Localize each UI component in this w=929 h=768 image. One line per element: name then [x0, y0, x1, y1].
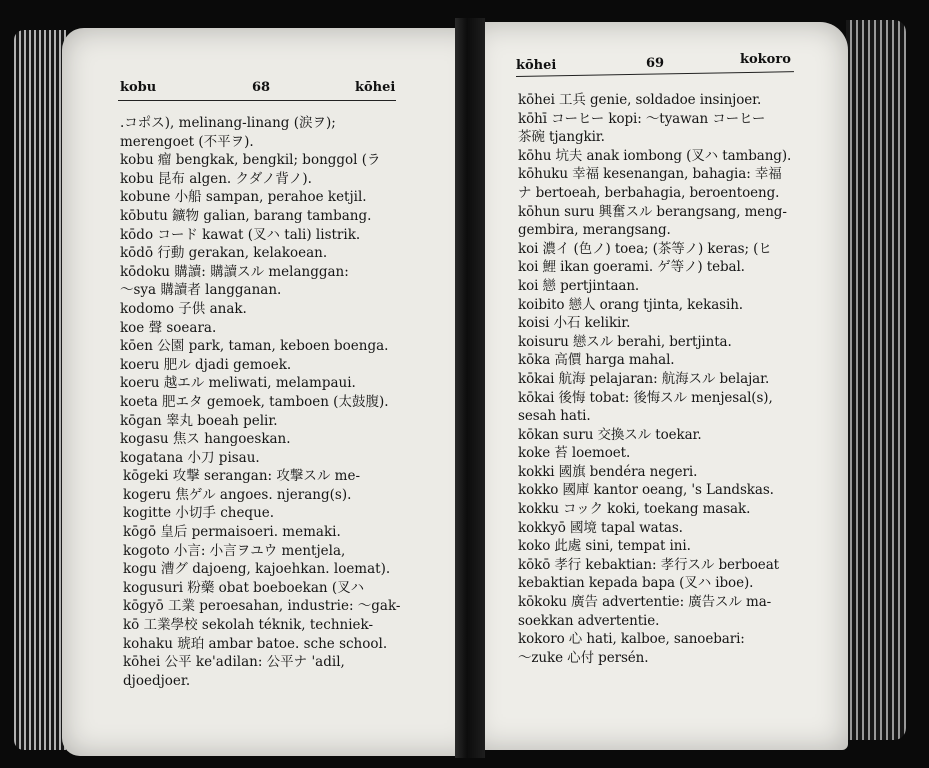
dictionary-line: kōgō 皇后 permaisoeri. memaki. — [123, 524, 341, 541]
dictionary-line: koi 戀 pertjintaan. — [518, 277, 640, 294]
dictionary-line: kogatana 小刀 pisau. — [120, 449, 260, 466]
dictionary-line: kōkō 孝行 kebaktian: 孝行スル berboeat — [518, 556, 779, 573]
dictionary-line: koisi 小石 kelikir. — [518, 315, 631, 332]
dictionary-line: koi 濃イ (色ノ) toea; (茶等ノ) keras; (ヒ — [518, 240, 772, 257]
dictionary-line: kobune 小船 sampan, perahoe ketjil. — [120, 189, 367, 206]
dictionary-line: koeta 肥エタ gemoek, tamboen (太鼓腹). — [120, 393, 389, 410]
left-header-rule — [118, 100, 396, 101]
dictionary-line: kogitte 小切手 cheque. — [123, 505, 275, 522]
dictionary-line: kogusuri 粉藥 obat boeboekan (叉ハ — [123, 579, 365, 596]
dictionary-line: gembira, merangsang. — [518, 222, 671, 239]
dictionary-line: kōdo コード kawat (叉ハ tali) listrik. — [120, 226, 361, 243]
dictionary-line: kōkai 後悔 tobat: 後悔スル menjesal(s), — [518, 389, 773, 406]
dictionary-line: soekkan advertentie. — [518, 612, 660, 629]
dictionary-line: kōhu 坑夫 anak iombong (叉ハ tambang). — [518, 147, 792, 164]
dictionary-line: kōkan suru 交換スル toekar. — [518, 426, 702, 443]
dictionary-line: djoedjoer. — [123, 672, 191, 689]
dictionary-line: kōgyō 工業 peroesahan, industrie: ～gak- — [123, 598, 401, 615]
dictionary-line: kokku コック koki, toekang masak. — [518, 501, 751, 518]
dictionary-line: kōhun suru 興奮スル berangsang, meng- — [518, 203, 787, 220]
left-header-guide-word-last: kōhei — [355, 80, 396, 95]
dictionary-line: kohaku 琥珀 ambar batoe. sche school. — [123, 635, 388, 652]
dictionary-line: 茶碗 tjangkir. — [518, 129, 605, 146]
dictionary-line: kōbutu 鑛物 galian, barang tambang. — [120, 207, 372, 224]
book-gutter — [455, 18, 485, 758]
dictionary-line: kogasu 焦ス hangoeskan. — [120, 431, 291, 448]
dictionary-line: koke 苔 loemoet. — [518, 445, 631, 462]
right-page-number: 69 — [646, 56, 665, 71]
dictionary-line: kōhuku 幸福 kesenangan, bahagia: 幸福 — [518, 166, 782, 183]
right-header-guide-word-first: kōhei — [516, 58, 557, 73]
dictionary-line: kōgan 睾丸 boeah pelir. — [120, 412, 278, 429]
dictionary-line: .コポス), melinang-linang (涙ヲ); — [120, 115, 336, 131]
dictionary-line: kōhei 工兵 genie, soldadoe insinjoer. — [518, 92, 762, 108]
dictionary-line: kobu 昆布 algen. クダノ背ノ). — [120, 170, 312, 187]
dictionary-line: merengoet (不平ヲ). — [120, 133, 254, 150]
right-header-guide-word-last: kokoro — [740, 52, 791, 67]
dictionary-line: kōka 高價 harga mahal. — [518, 352, 675, 369]
dictionary-line: koi 鯉 ikan goerami. ゲ等ノ) tebal. — [518, 259, 745, 276]
dictionary-line: ～zuke 心付 persén. — [518, 649, 649, 666]
dictionary-line: kogeru 焦ゲル angoes. njerang(s). — [123, 486, 352, 503]
dictionary-line: kōgeki 攻撃 serangan: 攻撃スル me- — [123, 468, 361, 485]
dictionary-line: koibito 戀人 orang tjinta, kekasih. — [518, 296, 743, 313]
dictionary-line: kōdoku 購讀: 購讀スル melanggan: — [120, 263, 349, 280]
dictionary-line: kebaktian kepada bapa (叉ハ iboe). — [518, 575, 754, 592]
dictionary-line: kō 工業學校 sekolah téknik, techniek- — [123, 617, 374, 634]
dictionary-line: kodomo 子供 anak. — [120, 300, 247, 317]
left-page-entries — [120, 114, 410, 690]
left-page-number: 68 — [252, 80, 271, 95]
dictionary-line: kogoto 小言: 小言ヲユウ mentjela, — [123, 542, 346, 559]
dictionary-line: koisuru 戀スル berahi, bertjinta. — [518, 333, 732, 350]
dictionary-line: ～sya 購讀者 langganan. — [120, 282, 282, 299]
dictionary-line: koko 此處 sini, tempat ini. — [518, 538, 691, 555]
right-page-edges — [846, 20, 906, 740]
dictionary-line: kokkyō 國境 tapal watas. — [518, 519, 683, 536]
dictionary-line: koeru 肥ル djadi gemoek. — [120, 356, 292, 373]
right-page-entries — [518, 91, 818, 667]
dictionary-line: kokko 國庫 kantor oeang, 's Landskas. — [518, 482, 774, 499]
dictionary-line: kōen 公園 park, taman, keboen boenga. — [120, 338, 389, 355]
dictionary-line: kōhei 公平 ke'adilan: 公平ナ 'adil, — [123, 654, 345, 671]
dictionary-line: kōdō 行動 gerakan, kelakoean. — [120, 245, 328, 262]
dictionary-line: kokoro 心 hati, kalboe, sanoebari: — [518, 631, 745, 648]
dictionary-line: ナ bertoeah, berbahagia, beroentoeng. — [518, 184, 780, 201]
dictionary-line: kobu 瘤 bengkak, bengkil; bonggol (ラ — [120, 152, 381, 169]
dictionary-line: koeru 越エル meliwati, melampaui. — [120, 375, 356, 392]
dictionary-line: sesah hati. — [518, 408, 591, 425]
dictionary-line: koe 聲 soeara. — [120, 319, 217, 336]
dictionary-line: kogu 漕グ dajoeng, kajoehkan. loemat). — [123, 561, 391, 578]
left-page-edges — [14, 30, 66, 750]
dictionary-line: kōhī コーヒー kopi: ～tyawan コーヒー — [518, 110, 766, 127]
dictionary-line: kōkai 航海 pelajaran: 航海スル belajar. — [518, 370, 770, 387]
dictionary-line: kōkoku 廣告 advertentie: 廣告スル ma- — [518, 594, 772, 611]
dictionary-line: kokki 國旗 bendéra negeri. — [518, 463, 698, 480]
left-header-guide-word-first: kobu — [120, 80, 157, 95]
